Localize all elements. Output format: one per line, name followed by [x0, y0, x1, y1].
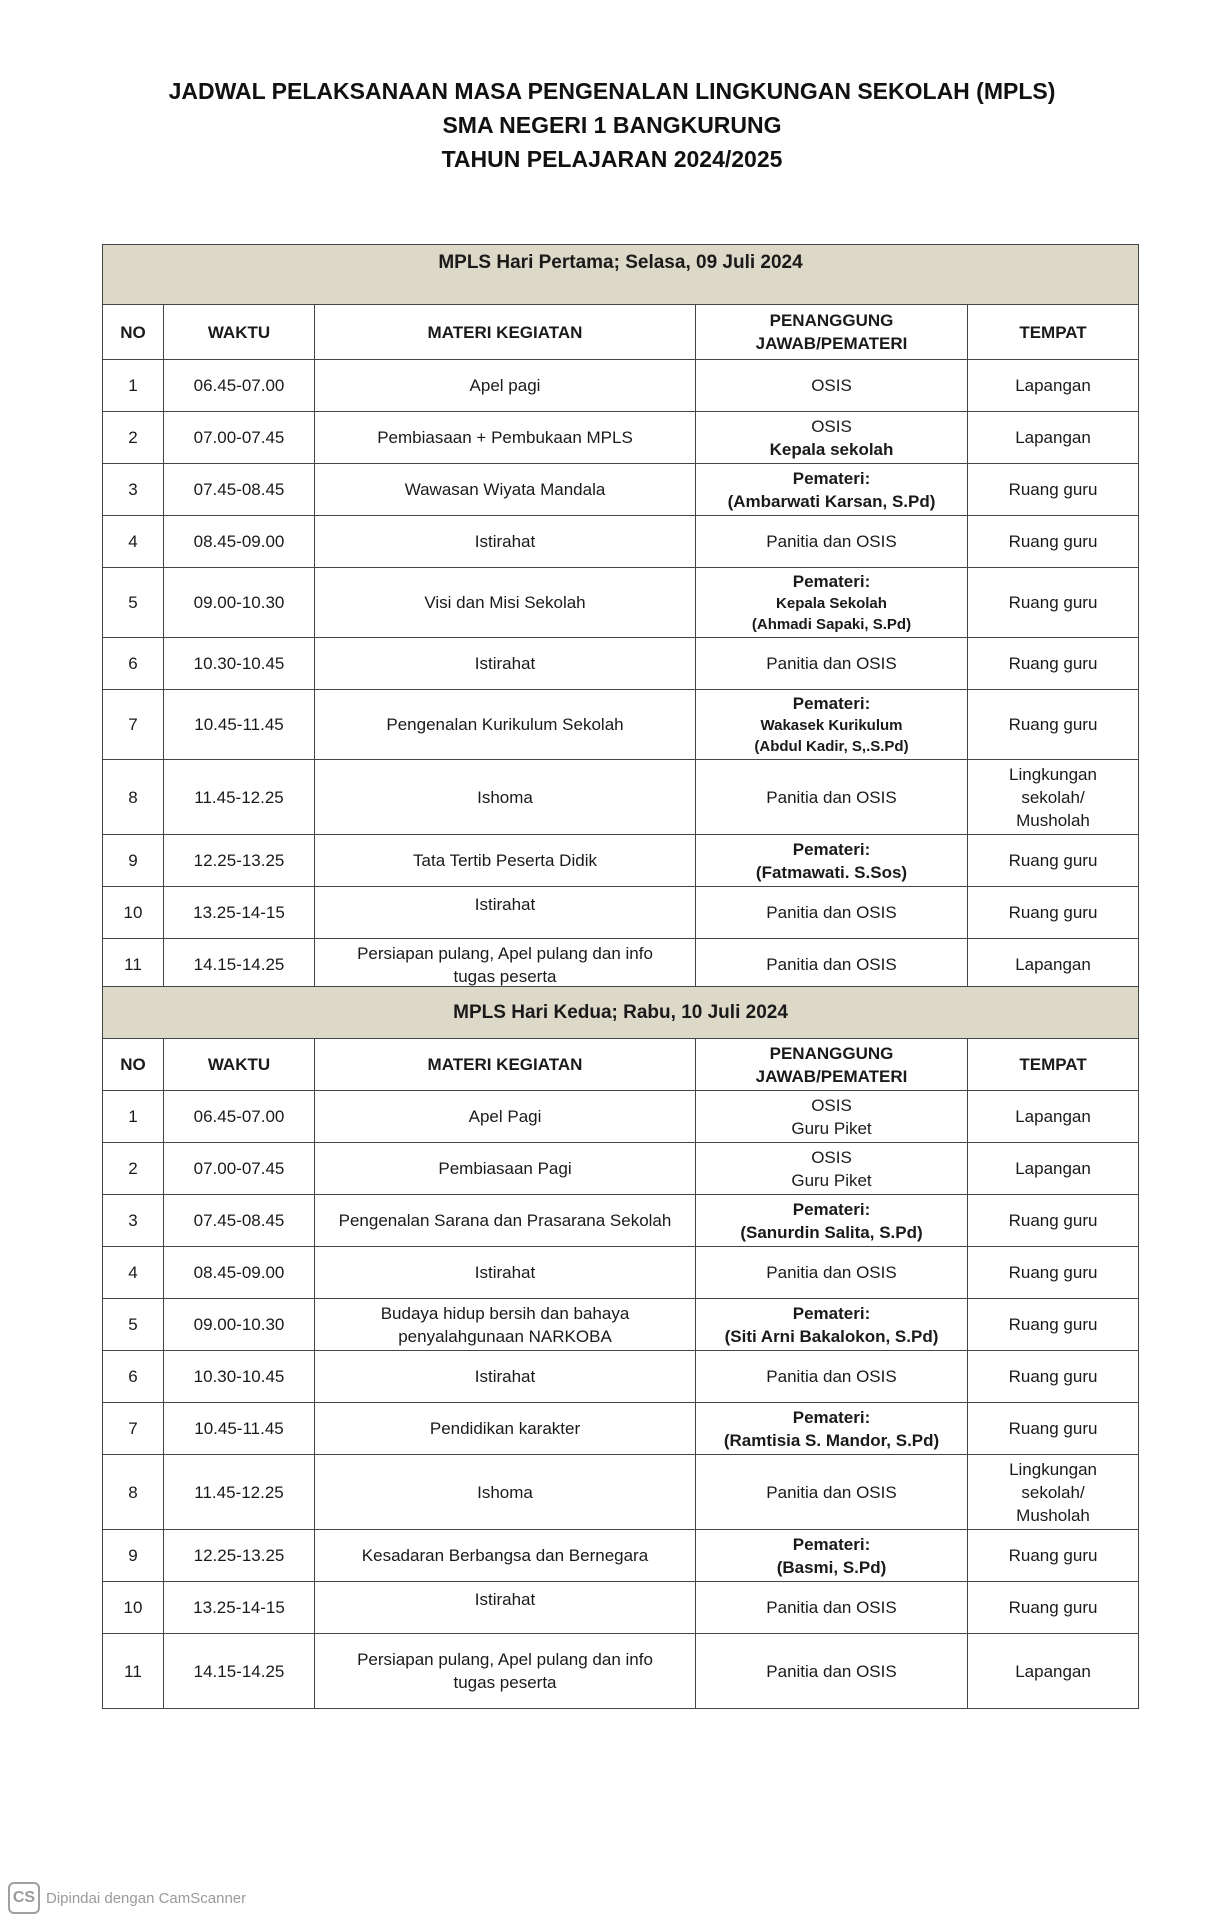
cell-materi: Istirahat [315, 1247, 696, 1299]
pj-line: Pemateri: [792, 1199, 871, 1219]
pj-line: Pemateri: [792, 1303, 871, 1323]
cell-materi [315, 939, 696, 991]
cell-tempat: Ruang guru [968, 638, 1139, 690]
cell-waktu: 08.45-09.00 [164, 1247, 315, 1299]
pj-line: (Ahmadi Sapaki, S.Pd) [751, 616, 912, 633]
cell-materi: Tata Tertib Peserta Didik [315, 835, 696, 887]
cell-no: 9 [103, 1530, 164, 1582]
pj-line: Pemateri: [792, 839, 871, 859]
cell-waktu: 12.25-13.25 [164, 835, 315, 887]
cell-no: 5 [103, 568, 164, 638]
cell-waktu: 11.45-12.25 [164, 760, 315, 835]
cell-tempat: Ruang guru [968, 1351, 1139, 1403]
header-no: NO [103, 305, 164, 360]
header-pj-line-1: PENANGGUNG [769, 311, 894, 330]
cell-waktu: 06.45-07.00 [164, 360, 315, 412]
column-header-row [103, 1039, 1139, 1091]
header-waktu: WAKTU [164, 305, 315, 360]
pj-line: Panitia dan OSIS [766, 1482, 897, 1502]
pj-line: Panitia dan OSIS [766, 1661, 897, 1681]
cell-no: 9 [103, 835, 164, 887]
cell-tempat: Lapangan [968, 1091, 1139, 1143]
pj-line: (Ambarwati Karsan, S.Pd) [727, 491, 936, 511]
tempat-line: Musholah [1016, 810, 1090, 830]
header-penanggung-jawab [696, 1039, 968, 1091]
table-row [103, 835, 1139, 887]
cell-tempat: Lapangan [968, 1143, 1139, 1195]
cell-tempat: Ruang guru [968, 1299, 1139, 1351]
cell-waktu: 13.25-14-15 [164, 1582, 315, 1634]
table-row [103, 939, 1139, 991]
cell-materi: Istirahat [315, 638, 696, 690]
cell-waktu: 14.15-14.25 [164, 1634, 315, 1709]
header-materi: MATERI KEGIATAN [315, 305, 696, 360]
pj-line: (Abdul Kadir, S,.S.Pd) [754, 738, 909, 755]
table-row [103, 568, 1139, 638]
pj-line: Panitia dan OSIS [766, 1598, 897, 1617]
cell-tempat: Ruang guru [968, 568, 1139, 638]
pj-line: Panitia dan OSIS [766, 532, 897, 551]
cell-materi: Wawasan Wiyata Mandala [315, 464, 696, 516]
cell-tempat: Ruang guru [968, 1247, 1139, 1299]
watermark-text: Dipindai dengan CamScanner [46, 1889, 247, 1907]
cell-penanggung-jawab [696, 1351, 968, 1403]
cell-materi: Istirahat [315, 516, 696, 568]
cell-materi: Istirahat [315, 1582, 696, 1634]
title-line-2: SMA NEGERI 1 BANGKURUNG [442, 112, 782, 138]
cell-no: 5 [103, 1299, 164, 1351]
cell-penanggung-jawab [696, 464, 968, 516]
table-row [103, 360, 1139, 412]
cell-no: 11 [103, 1634, 164, 1709]
cell-penanggung-jawab [696, 1530, 968, 1582]
cell-no: 3 [103, 1195, 164, 1247]
pj-line: (Sanurdin Salita, S.Pd) [740, 1222, 923, 1242]
cell-waktu: 07.45-08.45 [164, 1195, 315, 1247]
cell-penanggung-jawab [696, 1299, 968, 1351]
cell-tempat: Ruang guru [968, 690, 1139, 760]
document-title [0, 74, 1224, 176]
day-heading-row [103, 245, 1139, 305]
cell-no: 6 [103, 638, 164, 690]
header-waktu: WAKTU [164, 1039, 315, 1091]
pj-line: Panitia dan OSIS [766, 654, 897, 673]
cell-tempat [968, 760, 1139, 835]
cell-waktu: 10.30-10.45 [164, 1351, 315, 1403]
cell-penanggung-jawab [696, 939, 968, 991]
pj-line: OSIS [811, 1147, 852, 1167]
pj-line: Pemateri: [792, 468, 871, 488]
cell-waktu: 09.00-10.30 [164, 568, 315, 638]
cell-materi: Pengenalan Sarana dan Prasarana Sekolah [315, 1195, 696, 1247]
table-row [103, 1530, 1139, 1582]
table-row [103, 1582, 1139, 1634]
cell-materi: Apel pagi [315, 360, 696, 412]
tempat-line: sekolah/ [1021, 1482, 1085, 1502]
schedule-table-day-1 [102, 244, 1139, 991]
cell-penanggung-jawab [696, 1091, 968, 1143]
cell-materi: Istirahat [315, 1351, 696, 1403]
cell-materi: Ishoma [315, 760, 696, 835]
header-pj-line-1: PENANGGUNG [769, 1043, 894, 1063]
pj-line: Pemateri: [792, 572, 871, 591]
pj-line: Guru Piket [791, 1170, 872, 1190]
cell-waktu: 08.45-09.00 [164, 516, 315, 568]
cell-tempat: Ruang guru [968, 1403, 1139, 1455]
cell-no: 10 [103, 887, 164, 939]
cell-materi: Pengenalan Kurikulum Sekolah [315, 690, 696, 760]
pj-line: Pemateri: [792, 1407, 871, 1427]
pj-line: Pemateri: [792, 694, 871, 713]
pj-line: Guru Piket [791, 1118, 872, 1138]
table-row [103, 1455, 1139, 1530]
cell-penanggung-jawab [696, 1455, 968, 1530]
day-heading: MPLS Hari Pertama; Selasa, 09 Juli 2024 [103, 245, 1139, 305]
tempat-line: Lingkungan [1009, 764, 1097, 784]
header-tempat: TEMPAT [968, 1039, 1139, 1091]
cell-materi: Pembiasaan Pagi [315, 1143, 696, 1195]
pj-line: Panitia dan OSIS [766, 787, 897, 807]
table-row [103, 1195, 1139, 1247]
cell-penanggung-jawab [696, 835, 968, 887]
header-penanggung-jawab [696, 305, 968, 360]
column-header-row [103, 305, 1139, 360]
cell-no: 4 [103, 1247, 164, 1299]
cell-penanggung-jawab [696, 1403, 968, 1455]
table-row [103, 760, 1139, 835]
cell-no: 7 [103, 690, 164, 760]
cell-waktu: 07.45-08.45 [164, 464, 315, 516]
cell-waktu: 07.00-07.45 [164, 412, 315, 464]
cell-waktu: 12.25-13.25 [164, 1530, 315, 1582]
cell-penanggung-jawab [696, 360, 968, 412]
cell-no: 1 [103, 1091, 164, 1143]
day-1-rows [103, 360, 1139, 991]
cell-penanggung-jawab [696, 887, 968, 939]
cell-penanggung-jawab [696, 516, 968, 568]
cell-materi: Visi dan Misi Sekolah [315, 568, 696, 638]
header-pj-line-2: JAWAB/PEMATERI [755, 1066, 908, 1086]
cell-penanggung-jawab [696, 760, 968, 835]
cell-penanggung-jawab [696, 412, 968, 464]
cell-tempat: Lapangan [968, 360, 1139, 412]
pj-line: Kepala Sekolah [776, 595, 887, 612]
cell-materi: Istirahat [315, 887, 696, 939]
pj-line: (Basmi, S.Pd) [776, 1557, 887, 1577]
title-line-1: JADWAL PELAKSANAAN MASA PENGENALAN LINGKUNGAN SEKOLAH (MPLS) [168, 78, 1056, 104]
title-line-3: TAHUN PELAJARAN 2024/2025 [441, 146, 783, 172]
pj-line: (Siti Arni Bakalokon, S.Pd) [724, 1326, 939, 1346]
pj-line: Kepala sekolah [769, 439, 894, 459]
cell-tempat: Ruang guru [968, 1530, 1139, 1582]
pj-line: Panitia dan OSIS [766, 903, 897, 922]
cell-penanggung-jawab [696, 1195, 968, 1247]
cell-penanggung-jawab [696, 1582, 968, 1634]
cell-no: 8 [103, 1455, 164, 1530]
header-no: NO [103, 1039, 164, 1091]
cell-no: 4 [103, 516, 164, 568]
cell-waktu: 10.45-11.45 [164, 690, 315, 760]
cell-waktu: 11.45-12.25 [164, 1455, 315, 1530]
pj-line: Panitia dan OSIS [766, 1263, 897, 1282]
table-row [103, 516, 1139, 568]
cell-waktu: 10.30-10.45 [164, 638, 315, 690]
materi-line: Persiapan pulang, Apel pulang dan info [357, 943, 653, 963]
tempat-line: sekolah/ [1021, 787, 1085, 807]
cell-penanggung-jawab [696, 1247, 968, 1299]
cell-no: 7 [103, 1403, 164, 1455]
cell-no: 10 [103, 1582, 164, 1634]
table-row [103, 1247, 1139, 1299]
cell-materi: Ishoma [315, 1455, 696, 1530]
cell-no: 2 [103, 412, 164, 464]
cell-waktu: 10.45-11.45 [164, 1403, 315, 1455]
cell-waktu: 13.25-14-15 [164, 887, 315, 939]
schedule-table-day-2 [102, 986, 1139, 1709]
pj-line: (Fatmawati. S.Sos) [755, 862, 908, 882]
scanner-watermark [8, 1880, 246, 1916]
table-row [103, 1143, 1139, 1195]
pj-line: OSIS [811, 1095, 852, 1115]
pj-line: Panitia dan OSIS [766, 1367, 897, 1386]
cell-penanggung-jawab [696, 568, 968, 638]
materi-line: Persiapan pulang, Apel pulang dan info [357, 1650, 653, 1669]
cell-penanggung-jawab [696, 690, 968, 760]
cell-materi [315, 1634, 696, 1709]
materi-line: Budaya hidup bersih dan bahaya [380, 1303, 630, 1323]
cell-tempat: Ruang guru [968, 516, 1139, 568]
table-row [103, 1403, 1139, 1455]
pj-line: Panitia dan OSIS [766, 955, 897, 974]
cell-waktu: 09.00-10.30 [164, 1299, 315, 1351]
table-row [103, 887, 1139, 939]
cell-tempat: Ruang guru [968, 1582, 1139, 1634]
cell-no: 6 [103, 1351, 164, 1403]
materi-line: tugas peserta [453, 966, 557, 986]
cell-no: 3 [103, 464, 164, 516]
cell-waktu: 07.00-07.45 [164, 1143, 315, 1195]
cell-tempat: Lapangan [968, 412, 1139, 464]
tempat-line: Lingkungan [1009, 1459, 1097, 1479]
pj-line: Wakasek Kurikulum [760, 717, 903, 734]
table-row [103, 1634, 1139, 1709]
cell-no: 1 [103, 360, 164, 412]
cell-tempat: Lapangan [968, 1634, 1139, 1709]
table-row [103, 1091, 1139, 1143]
cell-penanggung-jawab [696, 1143, 968, 1195]
cell-no: 2 [103, 1143, 164, 1195]
cell-tempat [968, 1455, 1139, 1530]
cell-tempat: Ruang guru [968, 835, 1139, 887]
table-row [103, 690, 1139, 760]
cell-materi: Pembiasaan + Pembukaan MPLS [315, 412, 696, 464]
cell-tempat: Ruang guru [968, 1195, 1139, 1247]
cell-penanggung-jawab [696, 1634, 968, 1709]
cell-materi: Apel Pagi [315, 1091, 696, 1143]
table-row [103, 1299, 1139, 1351]
cell-waktu: 14.15-14.25 [164, 939, 315, 991]
cell-materi [315, 1299, 696, 1351]
table-row [103, 638, 1139, 690]
materi-line: tugas peserta [453, 1673, 557, 1692]
cell-materi: Kesadaran Berbangsa dan Bernegara [315, 1530, 696, 1582]
pj-line: OSIS [811, 416, 852, 436]
table-row [103, 412, 1139, 464]
day-2-rows [103, 1091, 1139, 1709]
tempat-line: Musholah [1016, 1505, 1090, 1525]
cell-no: 11 [103, 939, 164, 991]
pj-line: OSIS [811, 376, 852, 395]
cell-no: 8 [103, 760, 164, 835]
table-row [103, 464, 1139, 516]
pj-line: (Ramtisia S. Mandor, S.Pd) [723, 1430, 940, 1450]
cell-tempat: Ruang guru [968, 464, 1139, 516]
cell-materi: Pendidikan karakter [315, 1403, 696, 1455]
cell-tempat: Ruang guru [968, 887, 1139, 939]
day-heading-row [103, 987, 1139, 1039]
table-row [103, 1351, 1139, 1403]
header-pj-line-2: JAWAB/PEMATERI [755, 334, 908, 353]
header-tempat: TEMPAT [968, 305, 1139, 360]
camscanner-logo-icon: CS [8, 1882, 40, 1914]
materi-line: penyalahgunaan NARKOBA [398, 1326, 612, 1346]
pj-line: Pemateri: [792, 1534, 871, 1554]
header-materi: MATERI KEGIATAN [315, 1039, 696, 1091]
cell-tempat: Lapangan [968, 939, 1139, 991]
day-heading: MPLS Hari Kedua; Rabu, 10 Juli 2024 [103, 987, 1139, 1039]
cell-waktu: 06.45-07.00 [164, 1091, 315, 1143]
cell-penanggung-jawab [696, 638, 968, 690]
